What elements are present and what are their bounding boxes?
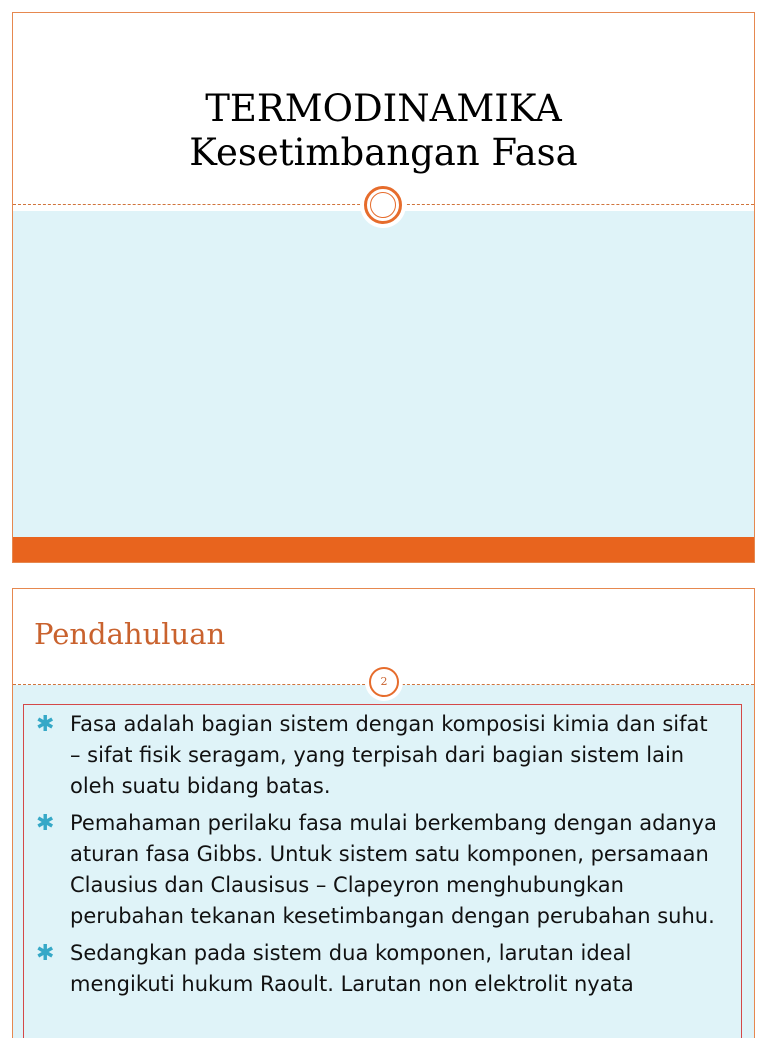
asterisk-icon: ✱: [36, 811, 55, 836]
slide-content-area: [13, 211, 754, 537]
slide-title: [13, 87, 754, 175]
list-item: [32, 938, 722, 1000]
list-item: [32, 709, 722, 802]
bullet-text: Sedangkan pada sistem dua komponen, larutan ideal mengikuti hukum Raoult. Larutan non elektrolit nyata: [70, 941, 634, 996]
slide-heading: Pendahuluan: [34, 617, 226, 651]
title-line-1: TERMODINAMIKA: [205, 87, 562, 130]
bullet-text: Pemahaman perilaku fasa mulai berkembang dengan adanya aturan fasa Gibbs. Untuk sistem satu komponen, persamaan Clausius dan Clausisus – Clapeyron menghubungkan perubahan tekanan kesetimbangan dengan perubahan suhu.: [70, 811, 717, 928]
accent-bottom-bar: [13, 537, 754, 563]
circle-ornament-icon: [364, 186, 402, 224]
bullet-list: [32, 709, 722, 1006]
list-item: [32, 808, 722, 932]
asterisk-icon: ✱: [36, 941, 55, 966]
bullet-text: Fasa adalah bagian sistem dengan komposisi kimia dan sifat – sifat fisik seragam, yang terpisah dari bagian sistem lain oleh suatu bidang batas.: [70, 712, 708, 798]
slide-number-badge: 2: [369, 667, 399, 697]
title-area: [13, 13, 754, 205]
asterisk-icon: ✱: [36, 712, 55, 737]
title-slide: [12, 12, 755, 563]
content-slide: [12, 588, 755, 1038]
title-line-2: Kesetimbangan Fasa: [189, 131, 578, 174]
bullet-textbox: [23, 704, 742, 1038]
